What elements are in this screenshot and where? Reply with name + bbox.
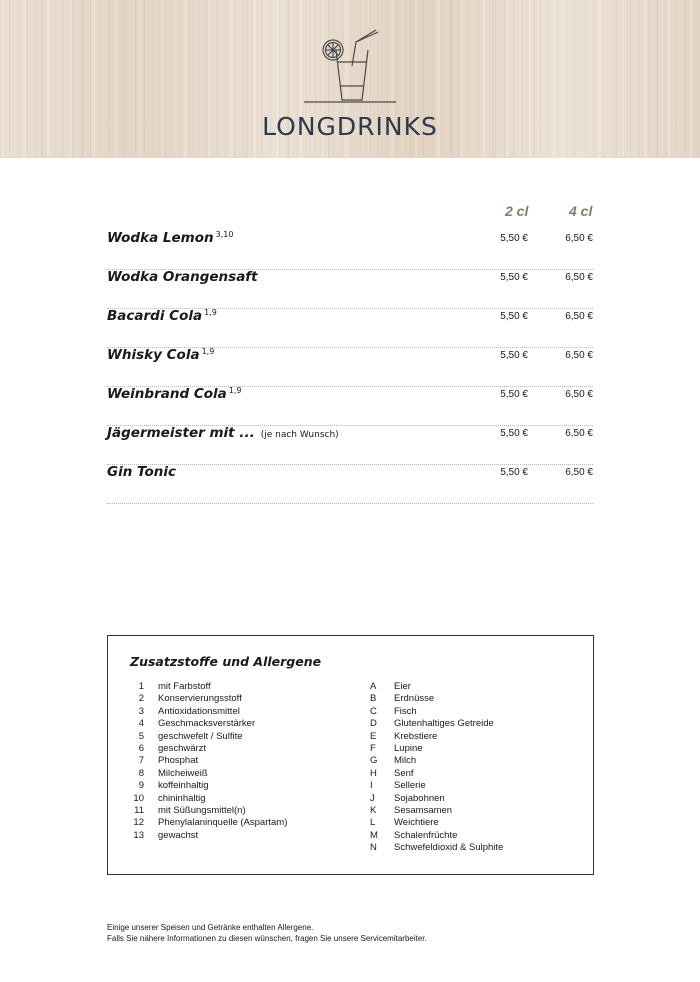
- drink-name-text: Whisky Cola: [107, 347, 200, 363]
- additive-item-label: mit Farbstoff: [158, 681, 211, 692]
- drink-name-text: Gin Tonic: [107, 464, 177, 480]
- additive-item-key: 4: [138, 718, 144, 730]
- price-2cl: 5,50 €: [500, 233, 528, 244]
- price-4cl: 6,50 €: [565, 428, 593, 439]
- additive-item-key: 2: [138, 693, 144, 705]
- drink-name: [107, 269, 258, 285]
- allergen-item-label: Schwefeldioxid & Sulphite: [394, 842, 504, 854]
- allergen-item: [370, 842, 570, 854]
- allergen-item: [370, 743, 570, 755]
- additive-item-label: Milcheiweiß: [158, 767, 208, 779]
- allergen-item-label: Eier: [394, 681, 411, 692]
- additive-item: [130, 755, 330, 767]
- additive-item: [130, 681, 330, 693]
- allergen-item: [370, 755, 570, 767]
- allergen-item: [370, 731, 570, 743]
- wood-header: [0, 0, 700, 158]
- price-2cl: 5,50 €: [500, 350, 528, 361]
- footer-line-2: Falls Sie nähere Informationen zu diesen wünschen, fragen Sie unsere Servicemitarbeiter.: [107, 934, 427, 943]
- allergen-item-key: I: [370, 780, 373, 792]
- additive-item: [130, 793, 330, 805]
- additive-item-key: 3: [138, 705, 144, 717]
- allergen-item: [370, 693, 570, 705]
- drink-additives: 1,9: [204, 308, 217, 317]
- drink-row: [107, 230, 593, 270]
- price-4cl: 6,50 €: [565, 311, 593, 322]
- price-2cl: 5,50 €: [500, 467, 528, 478]
- allergen-item-key: A: [370, 681, 377, 692]
- additive-item: [130, 817, 330, 829]
- footer-note: [107, 922, 427, 944]
- price-4cl: 6,50 €: [565, 350, 593, 361]
- drink-name-text: Weinbrand Cola: [107, 386, 227, 402]
- drink-additives: 1,9: [201, 347, 215, 356]
- column-header-4cl: 4 cl: [569, 203, 593, 219]
- drink-name: [107, 230, 233, 246]
- drink-row: [107, 347, 593, 387]
- allergen-item-key: B: [370, 693, 377, 705]
- allergen-item-key: D: [370, 718, 377, 730]
- footer-line-1: Einige unserer Speisen und Getränke enthalten Allergene.: [107, 923, 314, 932]
- allergen-item-label: Sellerie: [394, 780, 426, 792]
- additive-item-label: Antioxidationsmittel: [158, 705, 240, 717]
- additive-item-key: 9: [138, 780, 144, 792]
- allergen-item: [370, 793, 570, 805]
- additive-item-label: gewachst: [158, 829, 199, 841]
- drink-name: [107, 347, 214, 363]
- additive-item-label: Geschmacksverstärker: [158, 718, 256, 730]
- allergen-item-key: C: [370, 705, 377, 717]
- allergen-item-label: Glutenhaltiges Getreide: [394, 718, 494, 730]
- additive-item-label: Konservierungsstoff: [158, 693, 242, 705]
- additive-item-label: Phenylalaninquelle (Aspartam): [158, 817, 288, 829]
- allergen-box: [107, 635, 594, 875]
- drink-additives: 1,9: [228, 386, 242, 395]
- additive-item-key: 12: [133, 817, 144, 829]
- additive-item-key: 7: [138, 755, 144, 767]
- additive-item: [130, 743, 330, 755]
- allergen-item-label: Fisch: [394, 705, 417, 717]
- additive-item-key: 13: [133, 829, 144, 841]
- drink-name-text: Wodka Orangensaft: [107, 269, 258, 285]
- price-4cl: 6,50 €: [565, 467, 593, 478]
- additive-item-key: 6: [138, 742, 144, 754]
- allergen-item-key: L: [370, 817, 376, 829]
- additive-item: [130, 731, 330, 743]
- additive-item-label: mit Süßungsmittel(n): [158, 804, 246, 816]
- additives-list: [130, 681, 330, 842]
- drink-row: [107, 269, 593, 309]
- additive-item: [130, 706, 330, 718]
- allergen-item: [370, 706, 570, 718]
- allergen-item-label: Senf: [394, 767, 414, 779]
- drink-additives: 3,10: [215, 230, 234, 239]
- allergen-item-label: Erdnüsse: [394, 693, 435, 705]
- allergen-item: [370, 718, 570, 730]
- drink-name: [107, 425, 339, 441]
- price-2cl: 5,50 €: [500, 311, 528, 322]
- drink-name-text: Bacardi Cola: [107, 308, 203, 324]
- column-header-2cl: 2 cl: [505, 203, 529, 219]
- allergen-item-key: E: [370, 730, 377, 742]
- additive-item: [130, 768, 330, 780]
- allergen-item-label: Weichtiere: [394, 817, 439, 829]
- drink-row: [107, 425, 593, 465]
- allergen-item: [370, 817, 570, 829]
- allergen-item: [370, 805, 570, 817]
- additive-item-label: geschwärzt: [158, 742, 207, 754]
- additive-item-label: chininhaltig: [158, 792, 206, 804]
- allergen-item: [370, 768, 570, 780]
- allergen-item: [370, 780, 570, 792]
- additive-item-label: Phosphat: [158, 755, 199, 767]
- page-title: LONGDRINKS: [262, 112, 438, 141]
- drink-row: [107, 464, 593, 504]
- additive-item: [130, 718, 330, 730]
- allergen-item-label: Schalenfrüchte: [394, 829, 458, 841]
- price-2cl: 5,50 €: [500, 389, 528, 400]
- allergen-item-label: Milch: [394, 755, 417, 767]
- allergen-item-key: M: [370, 829, 378, 841]
- allergens-list: [370, 681, 570, 854]
- drink-row: [107, 386, 593, 426]
- price-4cl: 6,50 €: [565, 272, 593, 283]
- allergen-item-key: J: [370, 792, 375, 804]
- additive-item-key: 10: [133, 792, 144, 804]
- allergen-item-label: Sojabohnen: [394, 792, 445, 804]
- additive-item-label: geschwefelt / Sulfite: [158, 730, 243, 742]
- allergen-item: [370, 830, 570, 842]
- drink-name-text: Jägermeister mit ...: [107, 425, 255, 441]
- additive-item: [130, 805, 330, 817]
- allergen-item-label: Krebstiere: [394, 730, 438, 742]
- drink-row: [107, 308, 593, 348]
- drink-name: [107, 464, 176, 480]
- allergen-item-key: K: [370, 804, 377, 816]
- additive-item-key: 11: [134, 804, 144, 816]
- allergen-item-key: G: [370, 755, 378, 767]
- additive-item-key: 8: [138, 767, 144, 779]
- allergen-item-key: N: [370, 842, 377, 854]
- additive-item: [130, 830, 330, 842]
- additive-item: [130, 780, 330, 792]
- drink-name: [107, 386, 241, 402]
- cocktail-glass-icon: [300, 26, 400, 108]
- price-4cl: 6,50 €: [565, 233, 593, 244]
- additive-item-key: 1: [138, 681, 144, 692]
- additive-item-key: 5: [138, 730, 144, 742]
- price-2cl: 5,50 €: [500, 272, 528, 283]
- price-4cl: 6,50 €: [565, 389, 593, 400]
- additive-item-label: koffeinhaltig: [158, 780, 209, 792]
- price-2cl: 5,50 €: [500, 428, 528, 439]
- drink-name: [107, 308, 217, 324]
- allergen-item-key: H: [370, 767, 377, 779]
- allergen-box-title: Zusatzstoffe und Allergene: [130, 654, 322, 669]
- allergen-item: [370, 681, 570, 693]
- allergen-item-key: F: [370, 742, 376, 754]
- allergen-item-label: Sesamsamen: [394, 804, 453, 816]
- additive-item: [130, 693, 330, 705]
- allergen-item-label: Lupine: [394, 742, 423, 754]
- drink-name-text: Wodka Lemon: [107, 230, 214, 246]
- drink-note: (je nach Wunsch): [260, 430, 339, 440]
